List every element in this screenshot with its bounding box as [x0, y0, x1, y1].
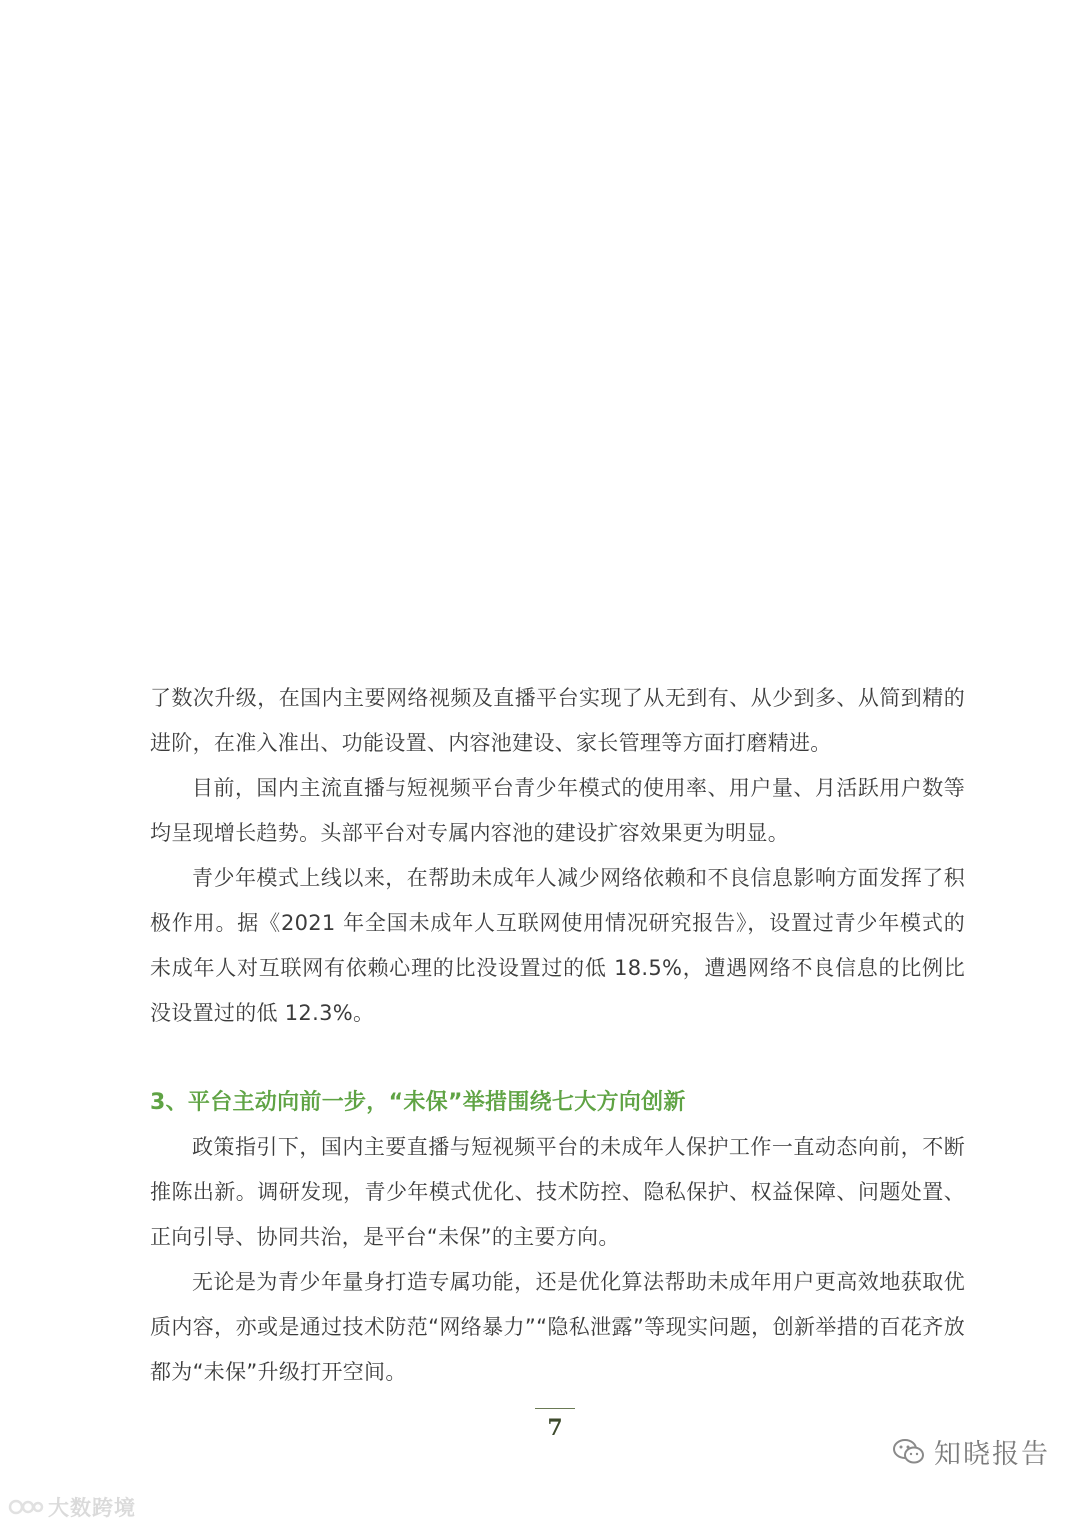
- section-heading: 3、平台主动向前一步，“未保”举措围绕七大方向创新: [150, 1090, 686, 1115]
- watermark-left: [8, 1492, 136, 1522]
- section-paragraph-2: 无论是为青少年量身打造专属功能，还是优化算法帮助未成年用户更高效地获取优质内容，亦或是通过技术防范“网络暴力”“隐私泄露”等现实问题，创新举措的百花齐放都为“未保”升级打开空间。: [150, 1270, 965, 1384]
- datakj-logo-icon: [8, 1496, 44, 1518]
- body-paragraph-1: 了数次升级，在国内主要网络视频及直播平台实现了从无到有、从少到多、从简到精的进阶，在准入准出、功能设置、内容池建设、家长管理等方面打磨精进。: [150, 686, 965, 755]
- page-content: [150, 676, 965, 1395]
- section-paragraph-1: 政策指引下，国内主要直播与短视频平台的未成年人保护工作一直动态向前，不断推陈出新。调研发现，青少年模式优化、技术防控、隐私保护、权益保障、问题处置、正向引导、协同共治，是平台“未保”的主要方向。: [150, 1135, 965, 1249]
- body-paragraph-3: 青少年模式上线以来，在帮助未成年人减少网络依赖和不良信息影响方面发挥了积极作用。据《2021 年全国未成年人互联网使用情况研究报告》，设置过青少年模式的未成年人对互联网有依赖心理的比没设置过的低 18.5%，遭遇网络不良信息的比例比没设置过的低 12.3%。: [150, 866, 965, 1025]
- wechat-icon: [892, 1437, 926, 1467]
- body-paragraph-2: 目前，国内主流直播与短视频平台青少年模式的使用率、用户量、月活跃用户数等均呈现增长趋势。头部平台对专属内容池的建设扩容效果更为明显。: [150, 776, 965, 845]
- watermark-right-text: 知晓报告: [934, 1439, 1050, 1470]
- watermark-right: [892, 1432, 1050, 1471]
- page-footer: [520, 1408, 590, 1441]
- page-number: 7: [547, 1415, 563, 1441]
- page-number-rule: [535, 1408, 575, 1409]
- watermark-left-text: 大数跨境: [48, 1496, 136, 1520]
